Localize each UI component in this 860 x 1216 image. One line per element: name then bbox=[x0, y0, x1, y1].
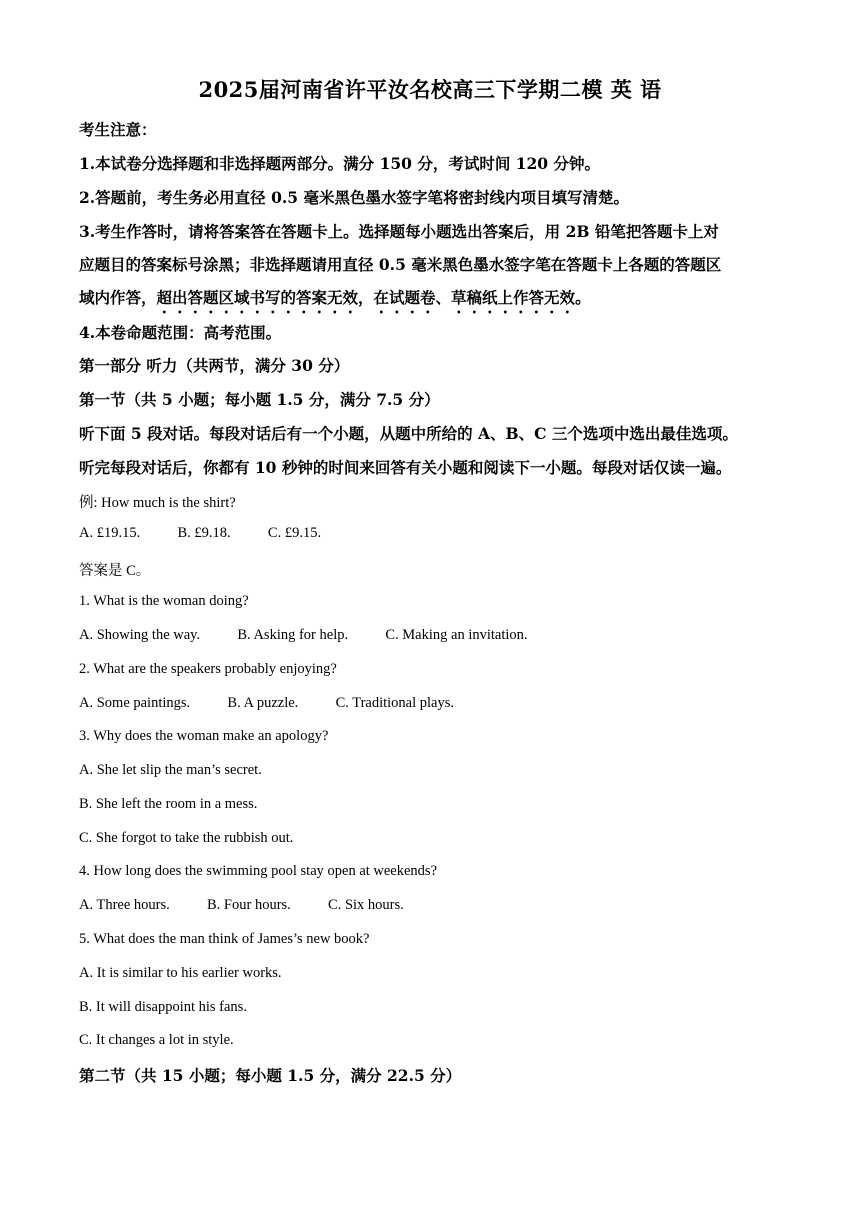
section-2-heading: 第二节（共 15 小题；每小题 1.5 分，满分 22.5 分） bbox=[79, 1066, 462, 1085]
option: A. Three hours. bbox=[79, 897, 170, 913]
question-5-option-b: B. It will disappoint his fans. bbox=[79, 999, 247, 1015]
example-answer: 答案是 C。 bbox=[79, 563, 151, 579]
question-1-options bbox=[79, 627, 528, 644]
page-title: 2025届河南省许平汝名校高三下学期二模 英 语 bbox=[198, 77, 662, 102]
example-question: 例: How much is the shirt? bbox=[79, 495, 236, 511]
notice-text: 。 bbox=[575, 288, 591, 307]
option: B. A puzzle. bbox=[227, 695, 299, 711]
notice-item-3-line-3 bbox=[79, 286, 591, 317]
question-3-option-c: C. She forgot to take the rubbish out. bbox=[79, 830, 294, 846]
option: C. £9.15. bbox=[267, 525, 322, 541]
notice-item-1: 1.本试卷分选择题和非选择题两部分。满分 150 分，考试时间 120 分钟。 bbox=[79, 154, 600, 173]
question-3: 3. Why does the woman make an apology? bbox=[79, 728, 329, 744]
question-3-option-a: A. She let slip the man’s secret. bbox=[79, 762, 262, 778]
question-4: 4. How long does the swimming pool stay open at weekends? bbox=[79, 863, 438, 879]
example-options bbox=[79, 525, 321, 542]
instructions-line-1: 听下面 5 段对话。每段对话后有一个小题，从题中所给的 A、B、C 三个选项中选出最佳选项。 bbox=[79, 424, 738, 443]
option: A. Some paintings. bbox=[79, 695, 191, 711]
option: B. Asking for help. bbox=[237, 627, 349, 643]
section-1-heading: 第一节（共 5 小题；每小题 1.5 分，满分 7.5 分） bbox=[79, 390, 440, 409]
notice-item-3-line-1: 3.考生作答时，请将答案答在答题卡上。选择题每小题选出答案后，用 2B 铅笔把答题卡上对 bbox=[79, 222, 719, 241]
instructions-line-2: 听完每段对话后，你都有 10 秒钟的时间来回答有关小题和阅读下一小题。每段对话仅读一遍。 bbox=[79, 458, 732, 477]
question-4-options bbox=[79, 897, 404, 914]
option: B. £9.18. bbox=[177, 525, 231, 541]
question-1: 1. What is the woman doing? bbox=[79, 593, 249, 609]
question-2-options bbox=[79, 695, 454, 712]
option: C. Six hours. bbox=[328, 897, 404, 913]
question-5: 5. What does the man think of James’s new book? bbox=[79, 931, 370, 947]
notice-text: 域内作答， bbox=[79, 288, 157, 307]
question-5-option-c: C. It changes a lot in style. bbox=[79, 1032, 234, 1048]
option: A. £19.15. bbox=[79, 525, 141, 541]
emphasis-text: 超出答题区域书写的答案无效 bbox=[156, 288, 359, 307]
option: C. Making an invitation. bbox=[385, 627, 528, 643]
question-2: 2. What are the speakers probably enjoying? bbox=[79, 661, 337, 677]
emphasis-text: 在试题卷、草稿纸上作答无效 bbox=[373, 288, 576, 307]
part-1-heading: 第一部分 听力（共两节，满分 30 分） bbox=[79, 356, 350, 375]
notice-text: ， bbox=[358, 288, 374, 307]
notice-item-3-line-2: 应题目的答案标号涂黑；非选择题请用直径 0.5 毫米黑色墨水签字笔在答题卡上各题的答题区 bbox=[79, 255, 722, 274]
option: B. Four hours. bbox=[207, 897, 291, 913]
question-5-option-a: A. It is similar to his earlier works. bbox=[79, 965, 282, 981]
option: C. Traditional plays. bbox=[335, 695, 454, 711]
notice-item-2: 2.答题前，考生务必用直径 0.5 毫米黑色墨水签字笔将密封线内项目填写清楚。 bbox=[79, 188, 629, 207]
notice-heading: 考生注意： bbox=[79, 120, 157, 139]
question-3-option-b: B. She left the room in a mess. bbox=[79, 796, 258, 812]
option: A. Showing the way. bbox=[79, 627, 201, 643]
notice-item-4: 4.本卷命题范围：高考范围。 bbox=[79, 323, 282, 342]
